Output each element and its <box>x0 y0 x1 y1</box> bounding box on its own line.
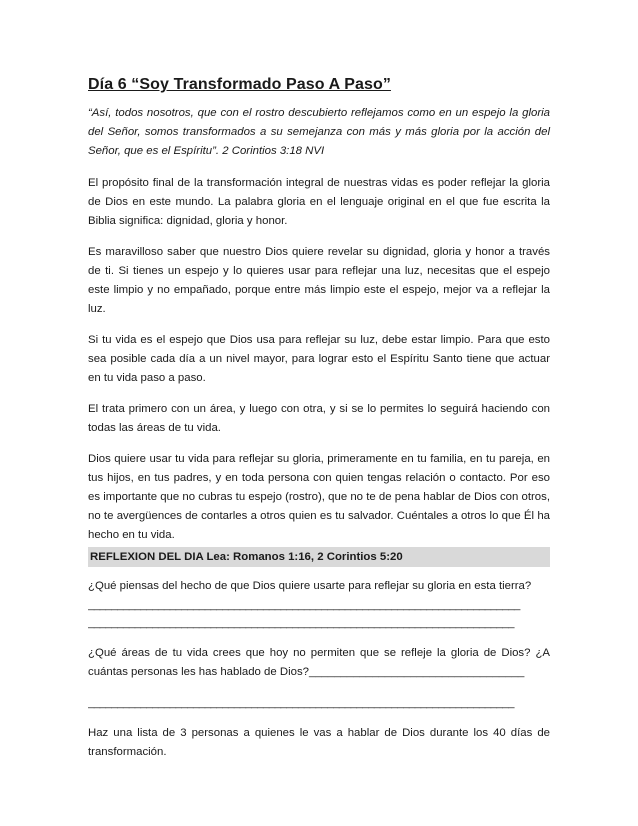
paragraph-5: Dios quiere usar tu vida para reflejar su gloria, primeramente en tu familia, en tu pareja, en tus hijos, en tus padres, y en toda persona con quien tengas relación o contacto. Por eso es importante que no cubras tu espejo (rostro), que no te de pena hablar de Dios con otros, no te avergüences de contarles a otros quien es tu salvador. Cuéntales a otros lo que Él ha hecho en tu vida. <box>88 453 550 541</box>
bible-verse: “Así, todos nosotros, que con el rostro descubierto reflejamos como en un espejo la gloria del Señor, somos transformados a su semejanza con más y más gloria por la acción del Señor, que es el Espíritu”. 2 Corintios 3:18 NVI <box>88 107 550 157</box>
paragraph-2: Es maravilloso saber que nuestro Dios quiere revelar su dignidad, gloria y honor a través de ti. Si tienes un espejo y lo quieres usar para reflejar una luz, necesitas que el espejo este limpio y no empañado, porque entre más limpio este el espejo, mejor va a reflejar la luz. <box>88 246 550 315</box>
paragraph-4: El trata primero con un área, y luego con otra, y si se lo permites lo seguirá haciendo con todas las áreas de tu vida. <box>88 403 550 434</box>
reflexion-heading: REFLEXION DEL DIA Lea: Romanos 1:16, 2 Corintios 5:20 <box>88 547 550 567</box>
question-1: ¿Qué piensas del hecho de que Dios quiere usarte para reflejar su gloria en esta tierra? <box>88 580 532 592</box>
document-content <box>88 74 550 762</box>
page-title: Día 6 “Soy Transformado Paso A Paso” <box>88 76 391 93</box>
answer-line-1: __________________________________________________________________________ <box>88 599 520 611</box>
paragraph-1: El propósito final de la transformación integral de nuestras vidas es poder reflejar la gloria de Dios en este mundo. La palabra gloria en el lenguaje original en el que fue escrita la Biblia significa: dignidad, gloria y honor. <box>88 177 550 227</box>
question-3: Haz una lista de 3 personas a quienes le vas a hablar de Dios durante los 40 días de transformación. <box>88 727 550 758</box>
paragraph-3: Si tu vida es el espejo que Dios usa para reflejar su luz, debe estar limpio. Para que esto sea posible cada día a un nivel mayor, para lograr esto el Espíritu Santo tiene que actuar en tu vida paso a paso. <box>88 334 550 384</box>
answer-line-3: _________________________________________________________________________ <box>88 697 514 709</box>
answer-line-2: _________________________________________________________________________ <box>88 617 514 629</box>
question-2: ¿Qué áreas de tu vida crees que hoy no permiten que se refleje la gloria de Dios? ¿A cuántas personas les has hablado de Dios?__________________________________ <box>88 647 550 678</box>
